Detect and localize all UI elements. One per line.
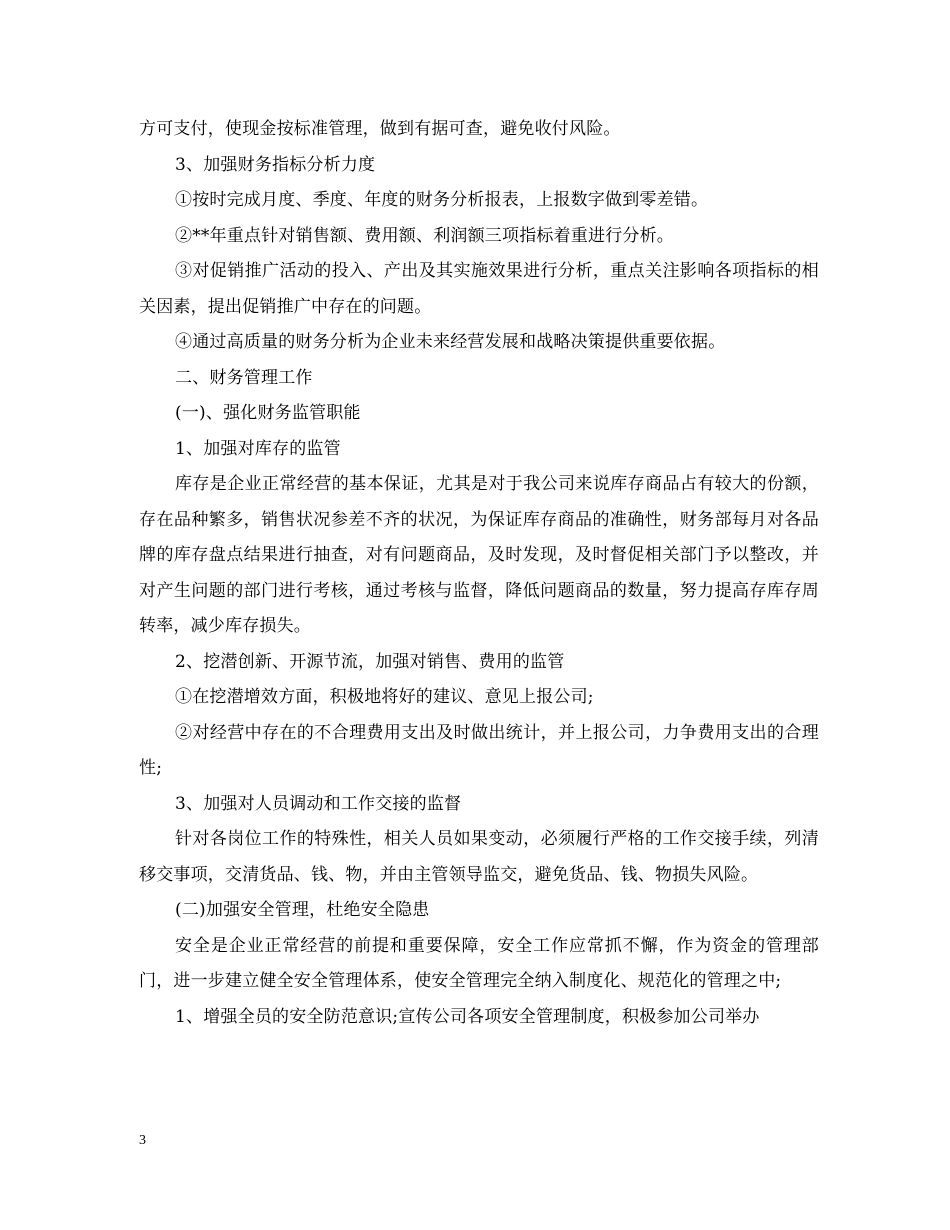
section-heading: 2、挖潜创新、开源节流，加强对销售、费用的监管	[175, 651, 565, 672]
list-item: ②**年重点针对销售额、费用额、利润额三项指标着重进行分析。	[175, 225, 674, 246]
list-item: ③对促销推广活动的投入、产出及其实施效果进行分析，重点关注影响各项指标的相关因素，提出促销推广中存在的问题。	[139, 261, 819, 317]
list-item: ②对经营中存在的不合理费用支出及时做出统计，并上报公司，力争费用支出的合理性;	[139, 722, 819, 778]
document-body	[139, 112, 819, 1035]
paragraph: 方可支付，使现金按标准管理，做到有据可查，避免收付风险。	[139, 119, 621, 139]
list-item: ①在挖潜增效方面，积极地将好的建议、意见上报公司;	[175, 687, 594, 707]
section-heading: 1、加强对库存的监管	[175, 438, 341, 459]
section-heading: (一)、强化财务监管职能	[175, 403, 361, 423]
list-item: 1、增强全员的安全防范意识;宣传公司各项安全管理制度，积极参加公司举办	[175, 1006, 760, 1027]
paragraph: 库存是企业正常经营的基本保证，尤其是对于我公司来说库存商品占有较大的份额，存在品种繁多，销售状况参差不齐的状况，为保证库存商品的准确性，财务部每月对各品牌的库存盘点结果进行抽查，对有问题商品，及时发现，及时督促相关部门予以整改，并对产生问题的部门进行考核，通过考核与监督，降低问题商品的数量，努力提高存库存周转率，减少库存损失。	[139, 474, 819, 636]
paragraph: 针对各岗位工作的特殊性，相关人员如果变动，必须履行严格的工作交接手续，列清移交事项，交清货品、钱、物，并由主管领导监交，避免货品、钱、物损失风险。	[139, 829, 819, 885]
paragraph: 安全是企业正常经营的前提和重要保障，安全工作应常抓不懈，作为资金的管理部门，进一步建立健全安全管理体系，使安全管理完全纳入制度化、规范化的管理之中;	[139, 935, 819, 991]
section-heading: 二、财务管理工作	[175, 367, 313, 388]
section-heading: 3、加强对人员调动和工作交接的监督	[175, 793, 462, 814]
section-heading: 3、加强财务指标分析力度	[175, 154, 376, 175]
list-item: ①按时完成月度、季度、年度的财务分析报表，上报数字做到零差错。	[175, 190, 709, 210]
section-heading: (二)加强安全管理，杜绝安全隐患	[175, 900, 430, 920]
page-number: 3	[139, 1133, 146, 1148]
list-item: ④通过高质量的财务分析为企业未来经营发展和战略决策提供重要依据。	[175, 332, 726, 352]
